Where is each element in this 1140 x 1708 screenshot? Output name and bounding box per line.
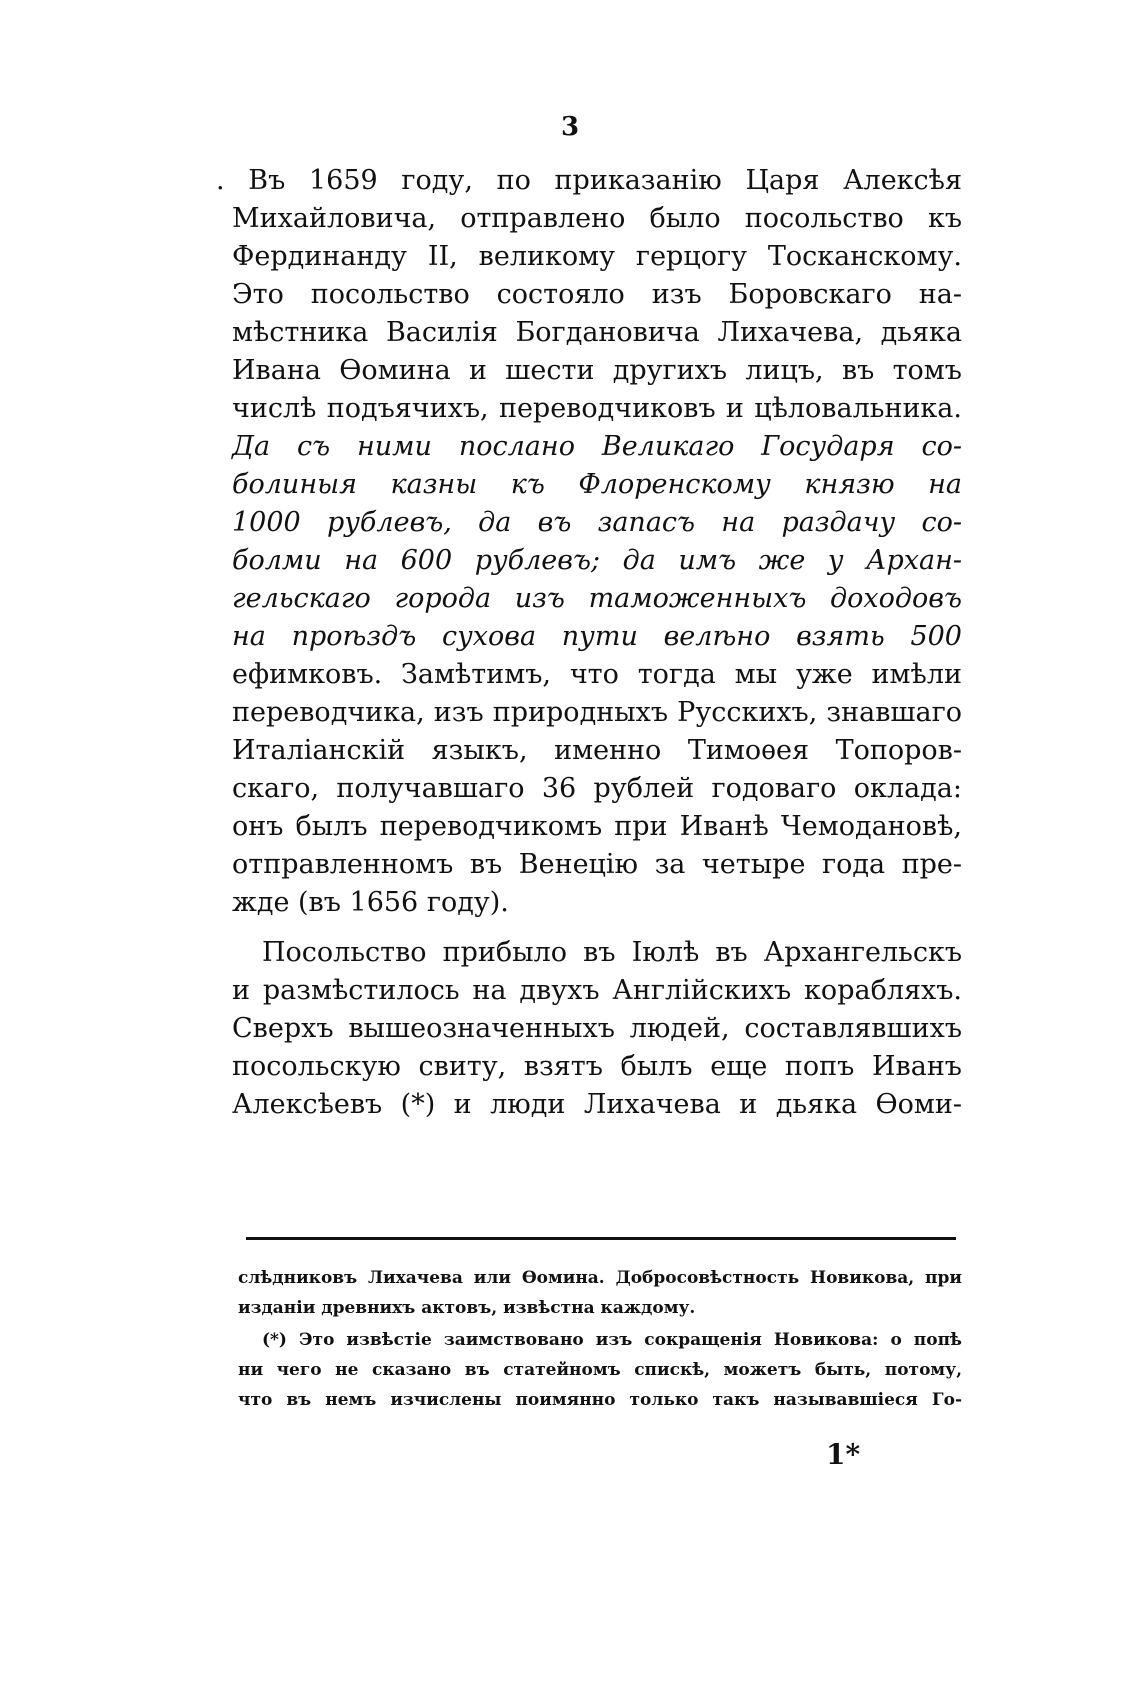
text-line: скаго, получавшаго 36 рублей годоваго оклада: [232,773,962,804]
text-line: мѣстника Василія Богдановича Лихачева, дьяка [232,317,962,348]
text-line-quote: болми на 600 рублевъ; да имъ же у Архан- [232,545,962,576]
text-line: отправленномъ въ Венецію за четыре года пре- [232,849,962,880]
text-line: числѣ подъячихъ, переводчиковъ и цѣловальника. [232,393,962,424]
text-line-quote: 1000 рублевъ, да въ запасъ на раздачу со- [232,507,962,538]
footnote-line: (*) Это извѣстіе заимствовано изъ сокращенія Новикова: о попѣ [262,1330,962,1350]
text-line: Ивана Ѳомина и шести другихъ лицъ, въ томъ [232,355,962,386]
footnote-line: слѣдниковъ Лихачева или Ѳомина. Добросовѣстность Новикова, при [238,1268,962,1288]
text-line-quote: Да съ ними послано Великаго Государя со- [232,431,962,462]
text-line: и размѣстилось на двухъ Англійскихъ корабляхъ. [232,975,962,1006]
signature-mark: 1* [826,1438,861,1471]
footnote-line: что въ немъ изчислены поимянно только такъ называвшіеся Го- [238,1390,962,1410]
text-line: Алексѣевъ (*) и люди Лихачева и дьяка Ѳоми- [232,1089,962,1120]
text-line: Фердинанду II, великому герцогу Тосканскому. [232,241,962,272]
text-line: переводчика, изъ природныхъ Русскихъ, знавшаго [232,697,962,728]
footnote-divider [246,1237,956,1240]
text-line: Посольство прибыло въ Іюлѣ въ Архангельскъ [262,937,962,968]
text-line: онъ былъ переводчикомъ при Иванѣ Чемодановѣ, [232,811,962,842]
footnote-line: ни чего не сказано въ статейномъ спискѣ, можетъ быть, потому, [238,1360,962,1380]
text-line: посольскую свиту, взятъ былъ еще попъ Иванъ [232,1051,962,1082]
text-line: Михайловича, отправлено было посольство къ [232,203,962,234]
text-line: Сверхъ вышеозначенныхъ людей, составлявшихъ [232,1013,962,1044]
text-line: ефимковъ. Замѣтимъ, что тогда мы уже имѣли [232,659,962,690]
text-line-quote: болиныя казны къ Флоренскому князю на [232,469,962,500]
text-line: Это посольство состояло изъ Боровскаго на- [232,279,962,310]
text-line: жде (въ 1656 году). [232,887,509,918]
text-line-quote: гельскаго города изъ таможенныхъ доходовъ [232,583,962,614]
text-line: . Въ 1659 году, по приказанію Царя Алексѣя [216,165,962,196]
text-line-quote: на проѣздъ сухова пути велѣно взять 500 [232,621,962,652]
page-number: 3 [560,112,580,142]
footnote-line: изданіи древнихъ актовъ, извѣстна каждому. [238,1298,696,1318]
text-line: Италіанскій языкъ, именно Тимоѳея Топоров- [232,735,962,766]
